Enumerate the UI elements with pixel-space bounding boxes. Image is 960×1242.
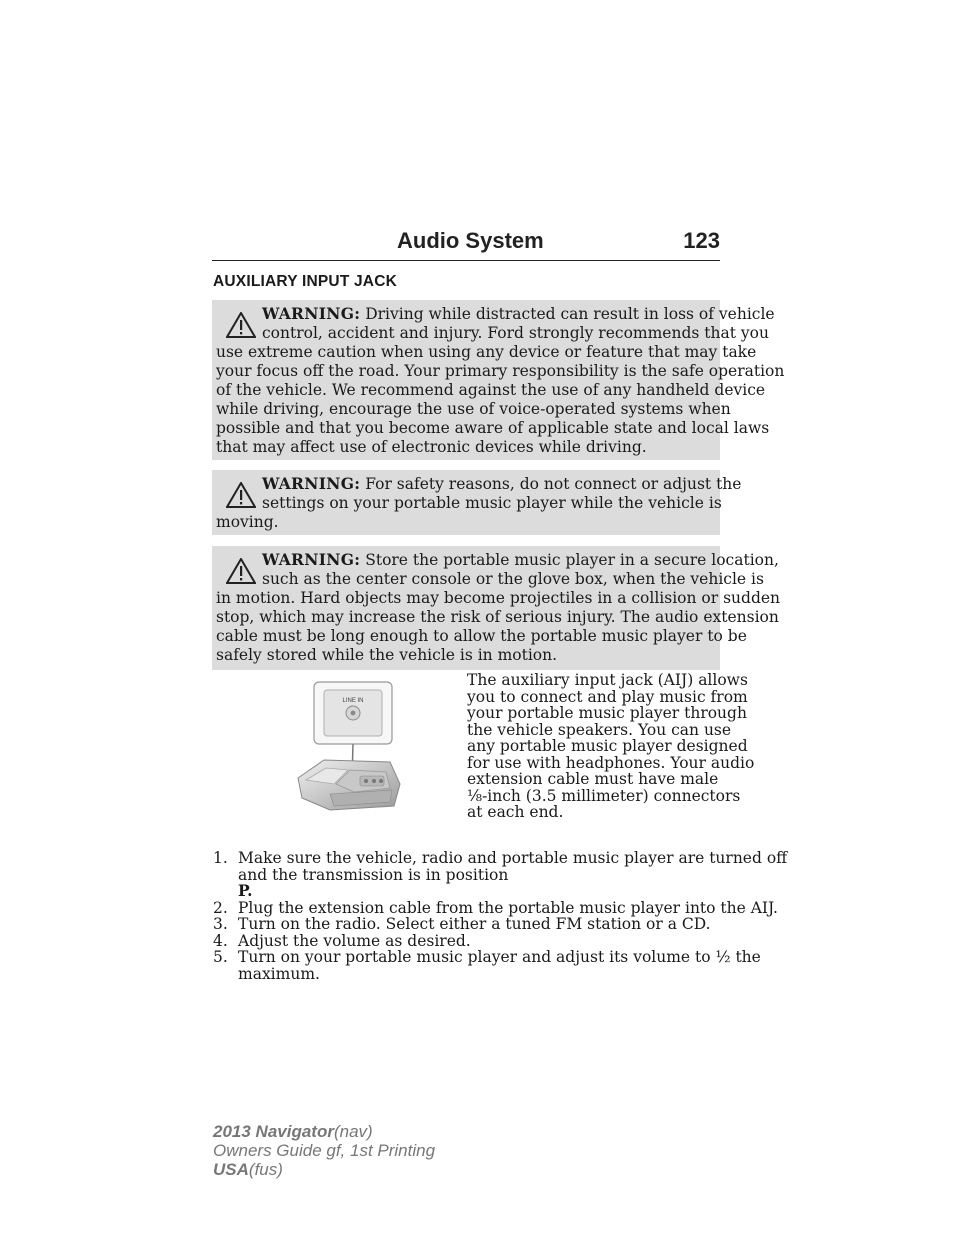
warning-box-distraction xyxy=(212,300,785,460)
transmission-position: P. xyxy=(238,881,253,900)
intro-line: for use with headphones. Your audio xyxy=(467,753,755,772)
step-text-continued: maximum. xyxy=(238,964,320,983)
warning-line: cable must be long enough to allow the portable music player to be xyxy=(216,627,747,645)
warning-line: that may affect use of electronic devices while driving. xyxy=(216,438,647,456)
steps-list xyxy=(213,849,788,983)
step-number: 5. xyxy=(213,948,228,966)
intro-line: the vehicle speakers. You can use xyxy=(467,720,732,739)
warning-first-line xyxy=(216,304,775,324)
footer-line: Owners Guide gf, 1st Printing xyxy=(213,1141,436,1160)
warning-first-line xyxy=(216,474,742,494)
warning-box-storage xyxy=(212,546,781,670)
warning-first-line xyxy=(216,550,779,570)
warning-triangle-icon xyxy=(226,482,256,508)
step-item xyxy=(213,933,733,950)
step-item xyxy=(213,898,778,917)
intro-line: at each end. xyxy=(467,803,564,821)
intro-paragraph xyxy=(467,671,755,821)
step-item xyxy=(213,948,761,983)
page-number: 123 xyxy=(683,228,720,253)
warning-line: moving. xyxy=(216,513,279,531)
warning-line: control, accident and injury. Ford strongly recommends that you xyxy=(262,324,769,342)
step-text-continued: and the transmission is in position P. xyxy=(238,867,733,900)
warning-line: while driving, encourage the use of voice-operated systems when xyxy=(216,400,731,418)
step-number: 3. xyxy=(213,915,228,933)
step-text: Plug the extension cable from the portable music player into the AIJ. xyxy=(238,898,778,917)
intro-line: you to connect and play music from xyxy=(467,687,748,706)
intro-line: any portable music player designed xyxy=(467,737,748,755)
running-header xyxy=(212,228,720,261)
section-heading: AUXILIARY INPUT JACK xyxy=(213,273,397,290)
warning-line: settings on your portable music player while the vehicle is xyxy=(262,494,722,512)
step-number: 1. xyxy=(213,849,228,867)
warning-label: WARNING: xyxy=(262,474,361,493)
warning-box-adjusting xyxy=(212,470,742,535)
footer-line: 2013 Navigator(nav) xyxy=(213,1122,373,1141)
warning-line: of the vehicle. We recommend against the use of any handheld device xyxy=(216,381,766,399)
warning-text: Store the portable music player in a secure location, xyxy=(365,551,779,569)
intro-line: extension cable must have male xyxy=(467,770,719,788)
footer-line: USA(fus) xyxy=(213,1160,283,1179)
step-text: Turn on the radio. Select either a tuned FM station or a CD. xyxy=(238,915,711,933)
intro-line: The auxiliary input jack (AIJ) allows xyxy=(467,671,748,689)
step-text: Adjust the volume as desired. xyxy=(238,931,471,950)
intro-line: your portable music player through xyxy=(467,704,747,722)
line-in-jack-illustration xyxy=(294,680,404,812)
line-in-label: LINE IN xyxy=(342,698,364,704)
print-footer xyxy=(213,1122,435,1179)
intro-line: ⅛-inch (3.5 millimeter) connectors xyxy=(467,786,741,805)
warning-line: stop, which may increase the risk of serious injury. The audio extension xyxy=(216,608,779,626)
warning-text: Driving while distracted can result in loss of vehicle xyxy=(365,305,775,323)
warning-line: possible and that you become aware of applicable state and local laws xyxy=(216,419,770,437)
warning-label: WARNING: xyxy=(262,304,361,323)
warning-text: For safety reasons, do not connect or adjust the xyxy=(365,475,742,493)
step-item xyxy=(213,916,733,933)
warning-line: safely stored while the vehicle is in motion. xyxy=(216,646,558,664)
chapter-title: Audio System xyxy=(397,228,544,253)
warning-line: in motion. Hard objects may become projectiles in a collision or sudden xyxy=(216,589,781,607)
warning-line: your focus off the road. Your primary responsibility is the safe operation xyxy=(216,362,785,380)
warning-line: use extreme caution when using any device or feature that may take xyxy=(216,343,757,361)
warning-triangle-icon xyxy=(226,558,256,584)
step-number: 2. xyxy=(213,898,228,917)
step-text: Turn on your portable music player and adjust its volume to ½ the xyxy=(238,948,761,966)
warning-triangle-icon xyxy=(226,312,256,338)
warning-line: such as the center console or the glove box, when the vehicle is xyxy=(262,570,764,588)
step-number: 4. xyxy=(213,931,228,950)
step-text: Make sure the vehicle, radio and portable music player are turned off xyxy=(238,849,788,867)
warning-label: WARNING: xyxy=(262,550,361,569)
step-item xyxy=(213,849,788,900)
